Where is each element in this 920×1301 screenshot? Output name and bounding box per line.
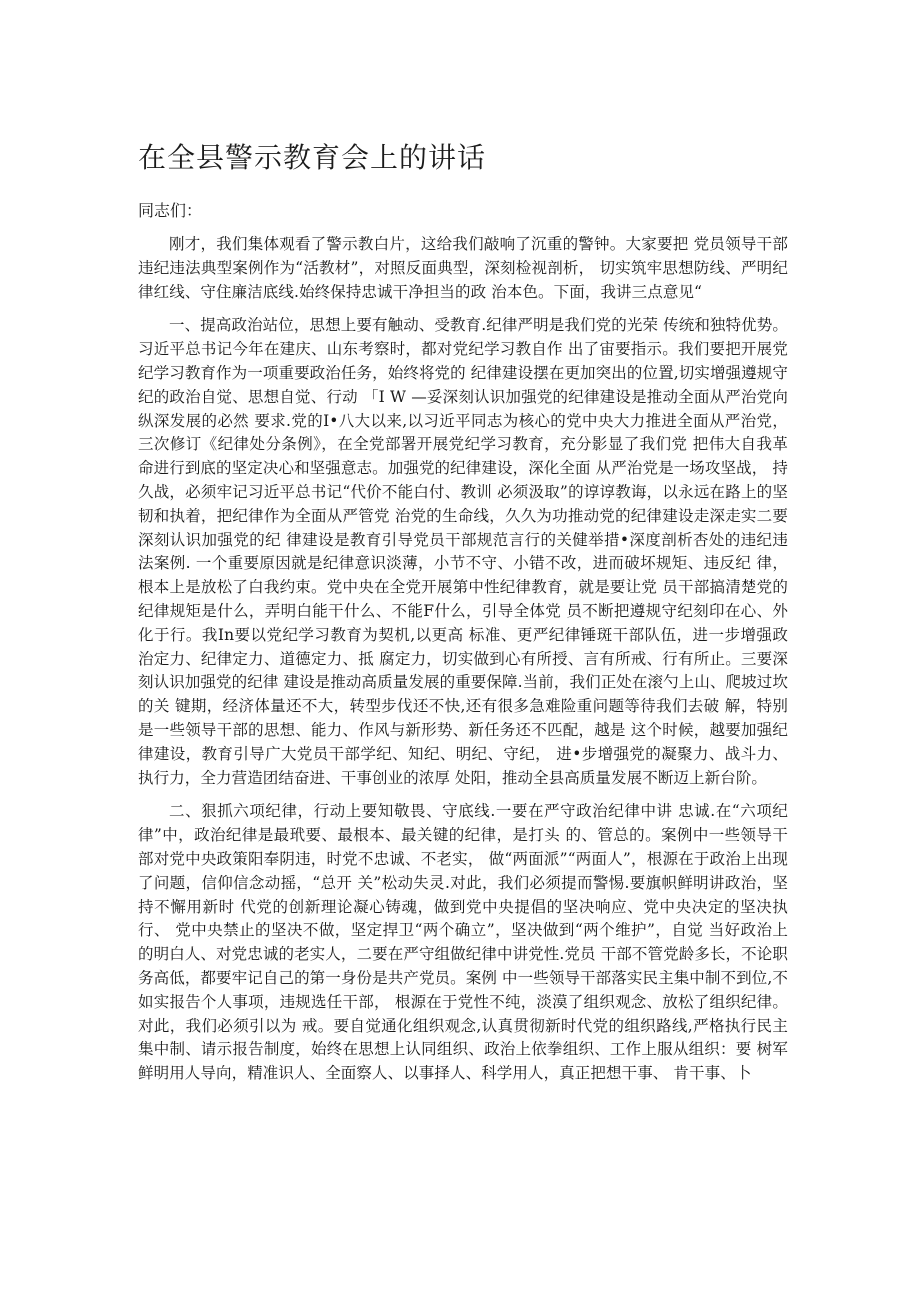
document-body: [138, 233, 788, 1096]
paragraph-section-two: 二、狠抓六项纪律，行动上要知敬畏、守底线.一要在严守政治纪律中讲 忠诚.在“六项纪律”中，政治纪律是最玳要、最根本、最关键的纪律，是打头 的、管总的。案例中一些领导干部对党中央政策阳奉阴违，时党不忠诚、不老实， 做“两面派”“两面人”，根源在于政治上出现了问题，信仰信念动摇，“总开 关”松动失灵.对此，我们必须提而警惕.要旗帜鲜明讲政治，坚持不懈用新时 代党的创新理论凝心铸魂，做到党中央提倡的坚决响应、党中央决定的坚决执行、 党中央禁止的坚决不做，坚定捍卫“两个确立”，坚决做到“两个维护”，自觉 当好政治上的明白人、对党忠诚的老实人，二要在严守组做纪律中讲党性.党员 干部不管党龄多长，不论职务高低，都要牢记自己的第一身份是共产党员。案例 中一些领导干部落实民主集中制不到位,不如实报告个人事项，违规选任干部， 根源在于党性不纯，淡漠了组织观念、放松了组织纪律。对此，我们必须引以为 戒。要自觉通化组织观念,认真贯彻新时代党的组织路线,严格执行民主集中制、请示报告制度，始终在思想上认同组织、政治上依拳组织、工作上服从组织：要 树军鲜明用人导向，精准识人、全面察人、以事择人、科学用人，真正把想干事、 肯干事、卜: [138, 802, 788, 1083]
greeting: 同志们：: [138, 201, 203, 220]
paragraph-section-one: 一、提高政治站位，思想上要有触动、受教育.纪律严明是我们党的光荣 传统和独特优势。习近平总书记今年在建庆、山东考察时，都对党纪学习教自作 出了宙要指示。我们要把开展党纪学习教育作为一项重要政治任务，始终将党的 纪律建设摆在更加突出的位置,切实增强遵规守纪的政治自觉、思想自觉、行动 「I W —妥深刻认识加强党的纪律建设是推动全面从严治党向纵深发展的必然 要求.党的I•八大以来,以习近平同志为核心的党中央大力推进全面从严治党， 三次修订《纪律处分条例》，在全党部署开展党纪学习教育，充分影显了我们党 把伟大自我革命进行到底的坚定决心和坚强意志。加强党的纪律建设，深化全面 从严治党是一场攻坚战， 持久战，必须牢记习近平总书记“代价不能白付、教训 必须汲取”的谆谆教诲，以永远在路上的坚韧和执着，把纪律作为全面从严管党 治党的生命线，久久为功推动党的纪律建设走深走实二要深刻认识加强党的纪 律建设是教育引导党员干部规范言行的关健举措•深度剖析杏处的违纪违法案例. 一个重要原因就是纪律意识淡薄，小节不守、小错不改，进而破坏规矩、违反纪 律，根本上是放松了白我约束。党中央在全党开展第中性纪律教育，就是要让党 员干部搞清楚党的纪律规矩是什么，弄明白能干什么、不能F什么，引导全体党 员不断把遵规守纪刻印在心、外化于行。我In要以党纪学习教育为契机,以更高 标准、更严纪律锤斑干部队伍，进一步增强政治定力、纪律定力、道德定力、抵 腐定力，切实做到心有所授、言有所戒、行有所止。三要深刻认识加强党的纪律 建设是推动高质量发展的重要保障.当前，我们正处在滚勺上山、爬坡过坎的关 键期，经济体量还不大，转型步伐还不快,还有很多急难险重问题等待我们去破 解，特别是一些领导干部的思想、能力、作风与新形势、新任务还不匹配，越是 这个时候，越要加强纪律建设，教育引导广大党员干部学纪、知纪、明纪、守纪， 进•步增强党的凝聚力、战斗力、执行力，全力营造团结奋进、干事创业的浓厚 处阳，推动全县高质量发展不断迈上新台阶。: [138, 316, 788, 787]
paragraph-intro: 刚才，我们集体观看了警示教白片，这给我们敲响了沉重的警钟。大家要把 党员领导干部违纪违法典型案例作为“活教材”，对照反面典型，深刻检视剖析， 切实筑牢思想防线、严明纪律红线、守住廉洁底线.始终保持忠诚干净担当的政 治本色。下面，我讲三点意见“: [138, 235, 788, 301]
document-title: 在全县警示教育会上的讲话: [138, 141, 487, 174]
